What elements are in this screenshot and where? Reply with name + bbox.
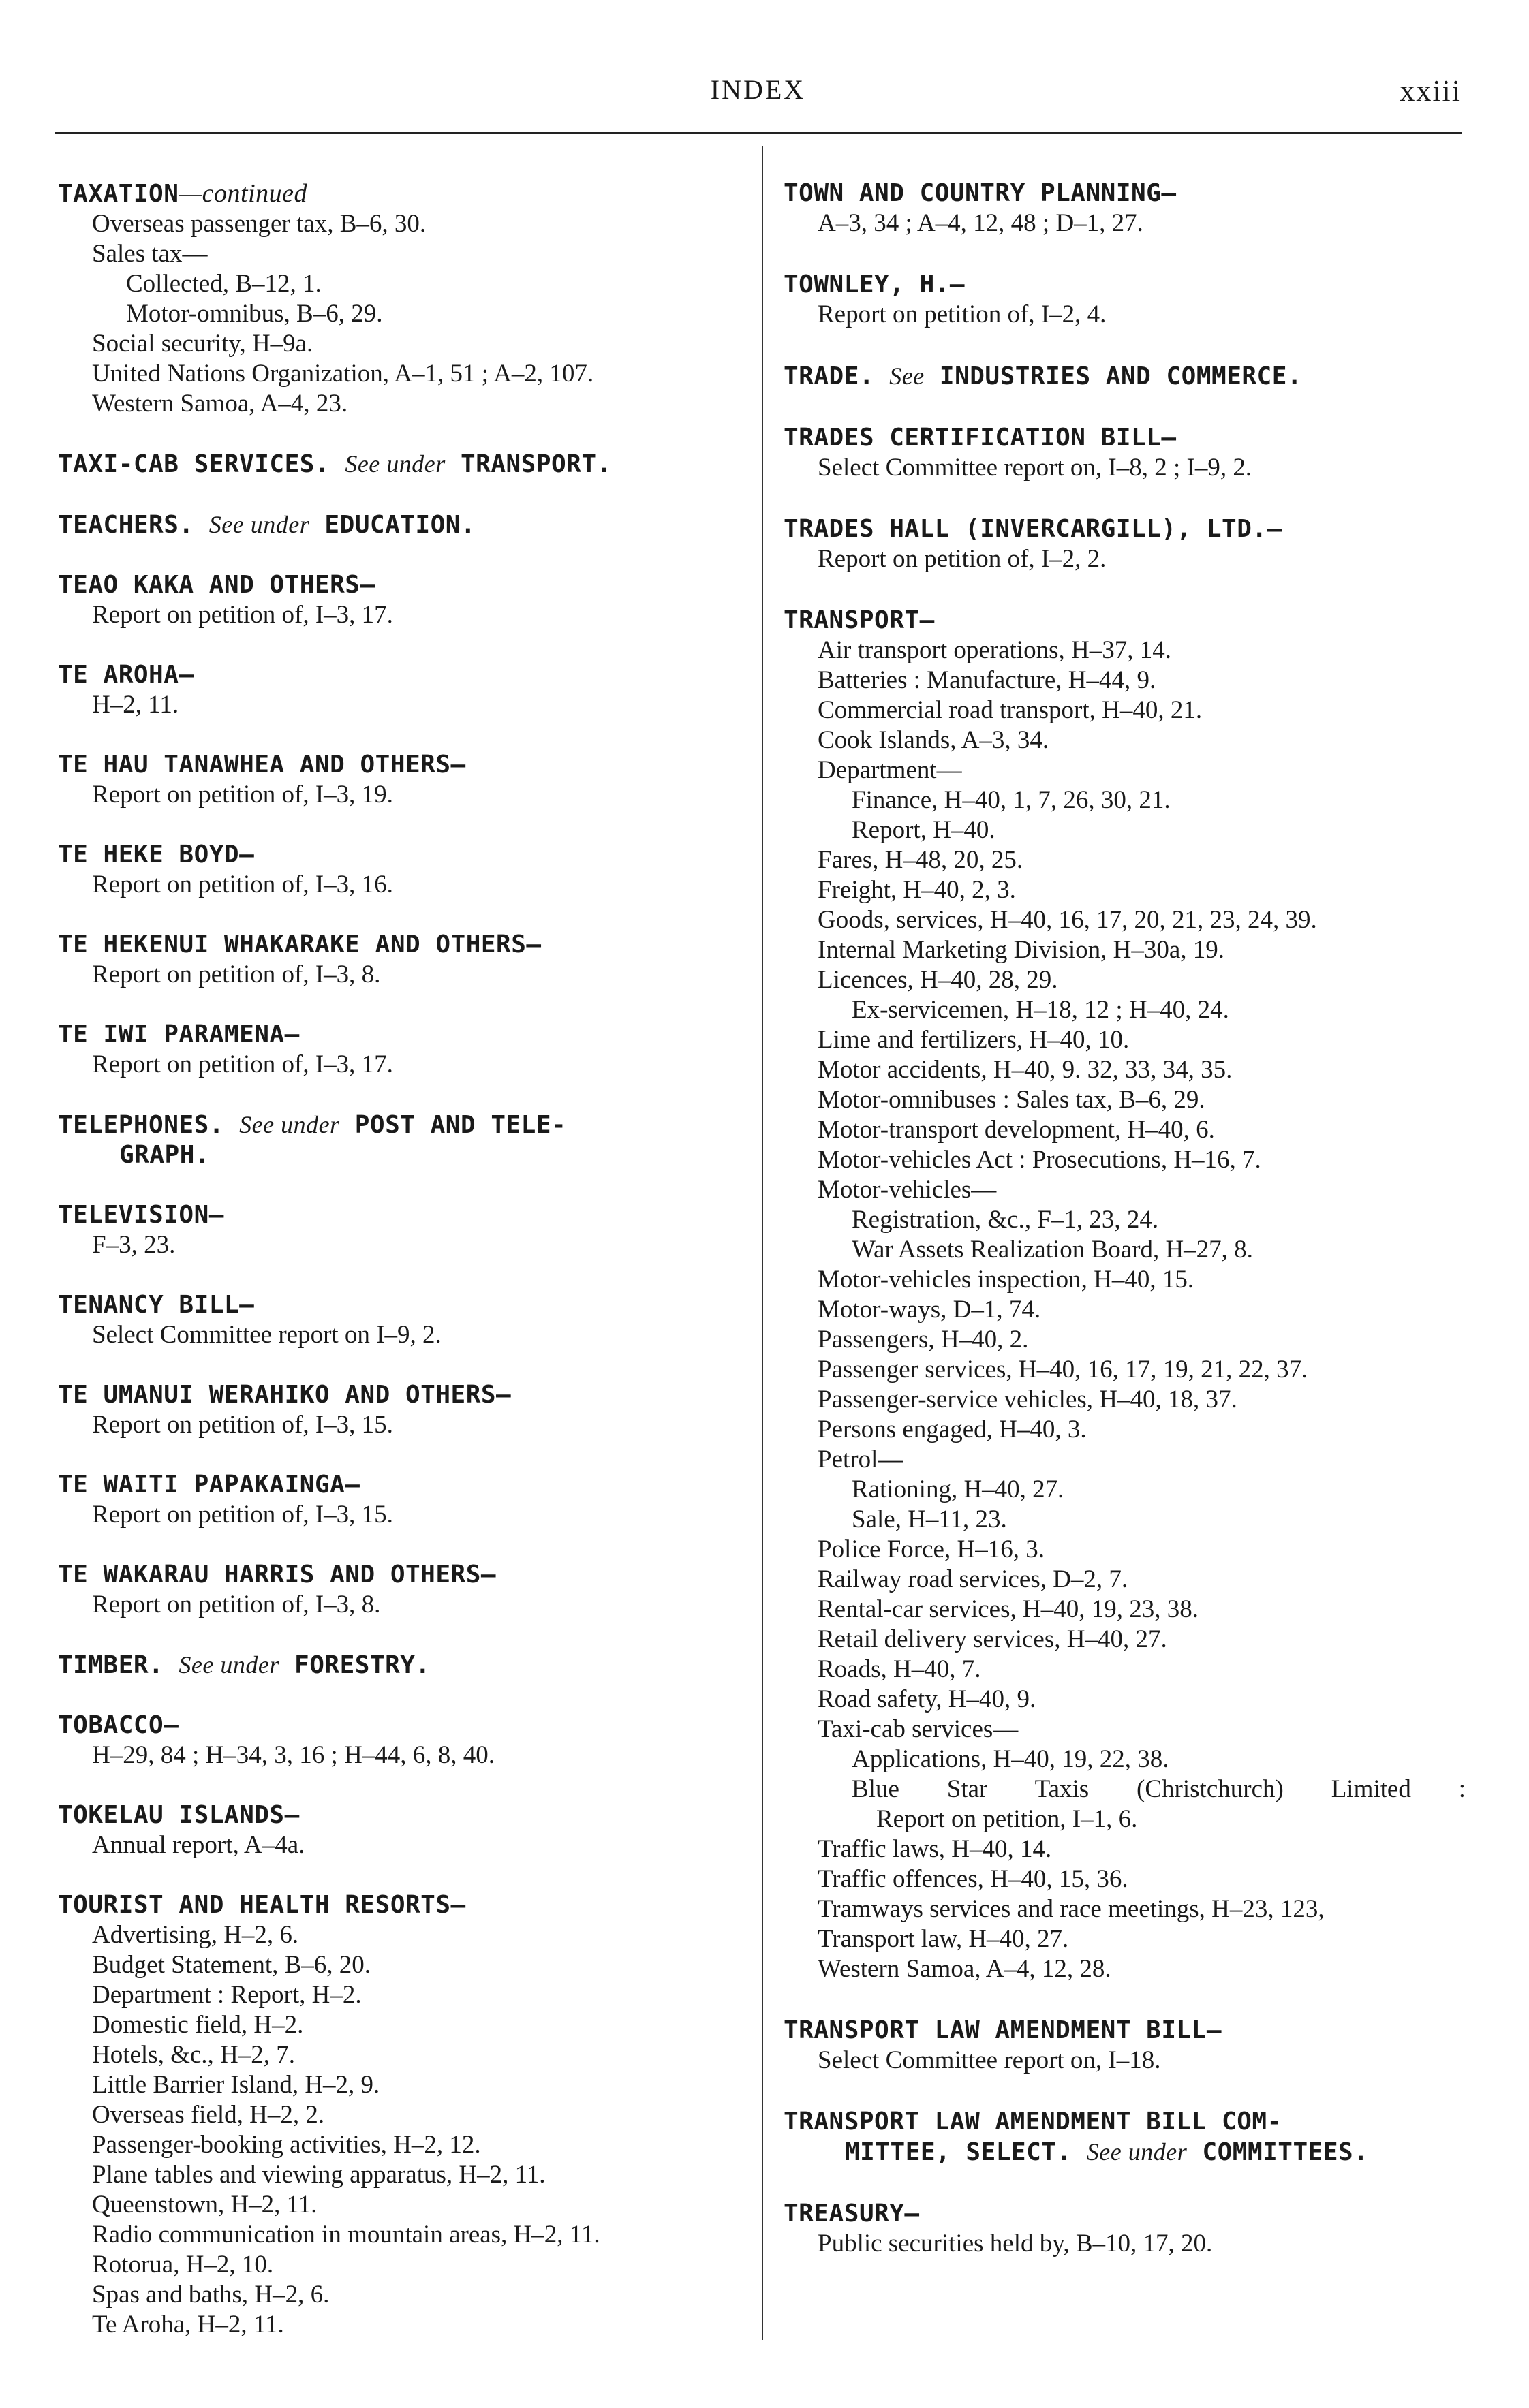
subentry: Budget Statement, B–6, 20. [92,1951,371,1979]
entry-heading [784,2107,1468,2168]
heading-text: TEAO KAKA AND OTHERS— [58,571,375,599]
subentry: Radio communication in mountain areas, H–2, 11. [92,2221,600,2249]
subentry: Overseas passenger tax, B–6, 30. [92,210,427,238]
entry-heading [58,1020,743,1050]
subentry: Ex-servicemen, H–18, 12 ; H–40, 24. [852,996,1229,1024]
heading-text: TELEPHONES. [58,1111,224,1139]
index-entry [784,2199,1468,2259]
subentry: Batteries : Manufacture, H–44, 9. [818,666,1156,694]
heading-text: TE UMANUI WERAHIKO AND OTHERS— [58,1381,512,1409]
subentry: Overseas field, H–2, 2. [92,2101,325,2129]
header-rule [55,132,1462,134]
subentry: Motor-vehicles— [818,1176,997,1204]
subentry: Police Force, H–16, 3. [818,1535,1045,1563]
heading-text: TRADE. [784,362,875,390]
entry-heading [58,1380,743,1410]
subentry: Department— [818,756,962,784]
entry-heading [58,1470,743,1500]
entry-heading [784,178,1468,208]
subentry: Railway road services, D–2, 7. [818,1565,1128,1593]
subentry: Public securities held by, B–10, 17, 20. [818,2230,1213,2257]
subentry: Blue Star Taxis (Christchurch) Limited : [852,1775,1466,1803]
entry-heading [58,1200,743,1230]
subentry: Select Committee report on, I–18. [818,2046,1161,2074]
subentry: Roads, H–40, 7. [818,1655,981,1683]
subentry: Petrol— [818,1445,904,1473]
heading-text: TE AROHA— [58,661,194,689]
subentry: Report on petition of, I–3, 8. [92,960,381,988]
heading-text: TREASURY— [784,2200,920,2227]
heading-wrap-text: GRAPH. [119,1141,211,1169]
subentry: Report on petition of, I–2, 4. [818,300,1107,328]
subentry: Sale, H–11, 23. [852,1505,1007,1533]
entry-heading [58,570,743,600]
index-entry [784,2107,1468,2168]
index-entry [58,1890,743,2340]
entry-heading [58,660,743,690]
entry-heading [784,606,1468,636]
entry-heading [58,840,743,870]
page-title: INDEX [710,74,806,105]
subentry: Report on petition of, I–3, 15. [92,1501,393,1529]
subentry: Annual report, A–4a. [92,1831,305,1859]
subentry: Taxi-cab services— [818,1715,1019,1743]
subentry: Collected, B–12, 1. [126,270,322,298]
heading-text: TE HEKENUI WHAKARAKE AND OTHERS— [58,931,542,958]
subentry: Tramways services and race meetings, H–23, 123, [818,1895,1325,1923]
subentry: Passenger services, H–40, 16, 17, 19, 21, 22, 37. [818,1356,1308,1383]
subentry: Rental-car services, H–40, 19, 23, 38. [818,1595,1199,1623]
index-entry [58,1110,743,1170]
subentry: Motor-omnibus, B–6, 29. [126,300,383,328]
subentry: Spas and baths, H–2, 6. [92,2281,330,2309]
see-under-label: See under [345,450,446,478]
index-entry [58,1800,743,1860]
index-entry [58,840,743,900]
heading-text: TE HEKE BOYD— [58,841,255,869]
index-entry [58,1290,743,1350]
subentry: Rationing, H–40, 27. [852,1475,1064,1503]
heading-text: TOKELAU ISLANDS— [58,1801,300,1829]
index-entry [58,750,743,810]
heading-text: TE HAU TANAWHEA AND OTHERS— [58,751,466,779]
heading-continuation [58,1140,743,1170]
subentry: War Assets Realization Board, H–27, 8. [852,1236,1253,1264]
heading-text: TOBACCO— [58,1711,179,1739]
subentry: Motor-vehicles Act : Prosecutions, H–16, 7. [818,1146,1261,1174]
see-under-label: See under [239,1111,340,1138]
entry-heading [784,270,1468,300]
continued-label: —continued [179,179,308,208]
subentry: Fares, H–48, 20, 25. [818,846,1023,874]
page-number: xxiii [1400,74,1462,108]
entry-heading [58,178,743,209]
heading-continuation [784,2137,1468,2168]
heading-text: TE WAKARAU HARRIS AND OTHERS— [58,1561,497,1589]
index-entry [58,178,743,419]
subentry: Report, H–40. [852,816,995,844]
index-entry [784,361,1468,392]
subentry: Licences, H–40, 28, 29. [818,966,1058,994]
subentry: Report on petition of, I–2, 2. [818,545,1107,573]
entry-heading [58,1650,743,1680]
heading-text: TRADES CERTIFICATION BILL— [784,424,1177,452]
subentry: Retail delivery services, H–40, 27. [818,1625,1167,1653]
index-entry [58,1200,743,1260]
see-under-label: See under [1086,2138,1188,2165]
subentry: H–2, 11. [92,691,179,719]
see-under-label: See [889,362,925,390]
entry-heading [58,930,743,960]
subentry: F–3, 23. [92,1231,176,1259]
heading-text: TRADES HALL (INVERCARGILL), LTD.— [784,515,1282,543]
subentry: Motor-ways, D–1, 74. [818,1296,1041,1324]
heading-text: TOWNLEY, H.— [784,270,966,298]
subentry: Motor-vehicles inspection, H–40, 15. [818,1266,1194,1294]
subentry: Report on petition of, I–3, 17. [92,601,393,629]
subentry: Motor-transport development, H–40, 6. [818,1116,1215,1144]
entry-heading [58,1560,743,1590]
subentry: Report on petition of, I–3, 8. [92,1591,381,1619]
index-entry [784,606,1468,1984]
index-entry [784,423,1468,483]
subentry: Motor accidents, H–40, 9. 32, 33, 34, 35. [818,1056,1233,1084]
subentry: Report on petition, I–1, 6. [876,1805,1138,1833]
index-entry [58,660,743,720]
subentry: Motor-omnibuses : Sales tax, B–6, 29. [818,1086,1205,1114]
subentry: Freight, H–40, 2, 3. [818,876,1016,904]
subentry: Department : Report, H–2. [92,1981,362,2009]
entry-heading [784,423,1468,453]
index-entry [58,930,743,990]
subentry: Western Samoa, A–4, 12, 28. [818,1955,1111,1983]
subentry: Goods, services, H–40, 16, 17, 20, 21, 23, 24, 39. [818,906,1317,934]
entry-heading [58,750,743,780]
cross-reference: EDUCATION. [324,511,476,539]
cross-reference: FORESTRY. [294,1651,431,1679]
heading-text: TE IWI PARAMENA— [58,1020,300,1048]
index-entry [58,1710,743,1770]
see-under-label: See under [179,1651,279,1678]
heading-text: TAXI-CAB SERVICES. [58,450,330,478]
index-entry [58,1560,743,1620]
heading-text: TE WAITI PAPAKAINGA— [58,1471,360,1499]
see-under-label: See under [208,511,310,538]
heading-text: TAXATION [58,180,179,208]
subentry: Passengers, H–40, 2. [818,1326,1029,1354]
index-entry [58,570,743,630]
subentry: Hotels, &c., H–2, 7. [92,2041,296,2069]
right-column [784,178,1468,2290]
subentry: Report on petition of, I–3, 16. [92,871,393,898]
index-entry [58,1470,743,1530]
subentry: Social security, H–9a. [92,330,313,358]
subentry: United Nations Organization, A–1, 51 ; A–2, 107. [92,360,594,388]
page-header [55,68,1462,109]
subentry: Passenger-service vehicles, H–40, 18, 37. [818,1386,1237,1413]
heading-text: TEACHERS. [58,511,194,539]
subentry: Western Samoa, A–4, 23. [92,390,348,418]
subentry: Passenger-booking activities, H–2, 12. [92,2131,481,2159]
subentry: Plane tables and viewing apparatus, H–2, 11. [92,2161,546,2189]
cross-reference: COMMITTEES. [1202,2138,1369,2166]
subentry: Queenstown, H–2, 11. [92,2191,318,2219]
index-entry [784,178,1468,238]
subentry: Transport law, H–40, 27. [818,1925,1069,1953]
heading-text: TOURIST AND HEALTH RESORTS— [58,1891,466,1919]
subentry: H–29, 84 ; H–34, 3, 16 ; H–44, 6, 8, 40. [92,1741,495,1769]
heading-text: TRANSPORT— [784,606,935,634]
index-entry [58,1650,743,1680]
heading-wrap-text: MITTEE, SELECT. [845,2138,1072,2166]
subentry: Internal Marketing Division, H–30a, 19. [818,936,1225,964]
index-entry [784,2016,1468,2076]
index-entry [58,1020,743,1080]
subentry: Lime and fertilizers, H–40, 10. [818,1026,1130,1054]
entry-heading [58,1800,743,1830]
heading-text: TIMBER. [58,1651,164,1679]
subentry: Traffic laws, H–40, 14. [818,1835,1052,1863]
entry-heading [58,1890,743,1920]
subentry: Te Aroha, H–2, 11. [92,2311,284,2339]
subentry: Air transport operations, H–37, 14. [818,636,1171,664]
subentry: Little Barrier Island, H–2, 9. [92,2071,380,2099]
subentry: Traffic offences, H–40, 15, 36. [818,1865,1128,1893]
heading-text: TRANSPORT LAW AMENDMENT BILL— [784,2016,1222,2044]
left-column [58,178,743,2370]
subentry: Rotorua, H–2, 10. [92,2251,274,2279]
subentry: Finance, H–40, 1, 7, 26, 30, 21. [852,786,1171,814]
subentry: Cook Islands, A–3, 34. [818,726,1049,754]
entry-heading [784,514,1468,544]
index-entry [58,510,743,540]
subentry: Road safety, H–40, 9. [818,1685,1036,1713]
subentry: Persons engaged, H–40, 3. [818,1416,1087,1443]
entry-heading [784,361,1468,392]
index-entry [784,514,1468,574]
entry-heading [58,510,743,540]
heading-text: TOWN AND COUNTRY PLANNING— [784,179,1177,207]
subentry: Commercial road transport, H–40, 21. [818,696,1203,724]
entry-heading [58,1110,743,1170]
entry-heading [58,1290,743,1320]
entry-heading [58,449,743,480]
subentry: A–3, 34 ; A–4, 12, 48 ; D–1, 27. [818,209,1143,237]
index-entry [784,270,1468,330]
subentry: Domestic field, H–2. [92,2011,304,2039]
subentry: Sales tax— [92,240,208,268]
entry-heading [784,2199,1468,2229]
subentry: Report on petition of, I–3, 17. [92,1050,393,1078]
index-entry [58,449,743,480]
entry-heading [58,1710,743,1740]
index-entry [58,1380,743,1440]
cross-reference: POST AND TELE- [354,1111,567,1139]
subentry: Report on petition of, I–3, 15. [92,1411,393,1439]
heading-text: TENANCY BILL— [58,1291,255,1319]
entry-heading [784,2016,1468,2046]
column-divider [762,146,763,2340]
heading-text: TELEVISION— [58,1201,224,1229]
subentry: Registration, &c., F–1, 23, 24. [852,1206,1159,1234]
subentry: Select Committee report on I–9, 2. [92,1321,442,1349]
subentry: Advertising, H–2, 6. [92,1921,299,1949]
heading-text: TRANSPORT LAW AMENDMENT BILL COM- [784,2108,1282,2136]
subentry: Select Committee report on, I–8, 2 ; I–9, 2. [818,454,1252,482]
subentry: Applications, H–40, 19, 22, 38. [852,1745,1169,1773]
cross-reference: INDUSTRIES AND COMMERCE. [939,362,1303,390]
subentry: Report on petition of, I–3, 19. [92,781,393,809]
cross-reference: TRANSPORT. [460,450,612,478]
